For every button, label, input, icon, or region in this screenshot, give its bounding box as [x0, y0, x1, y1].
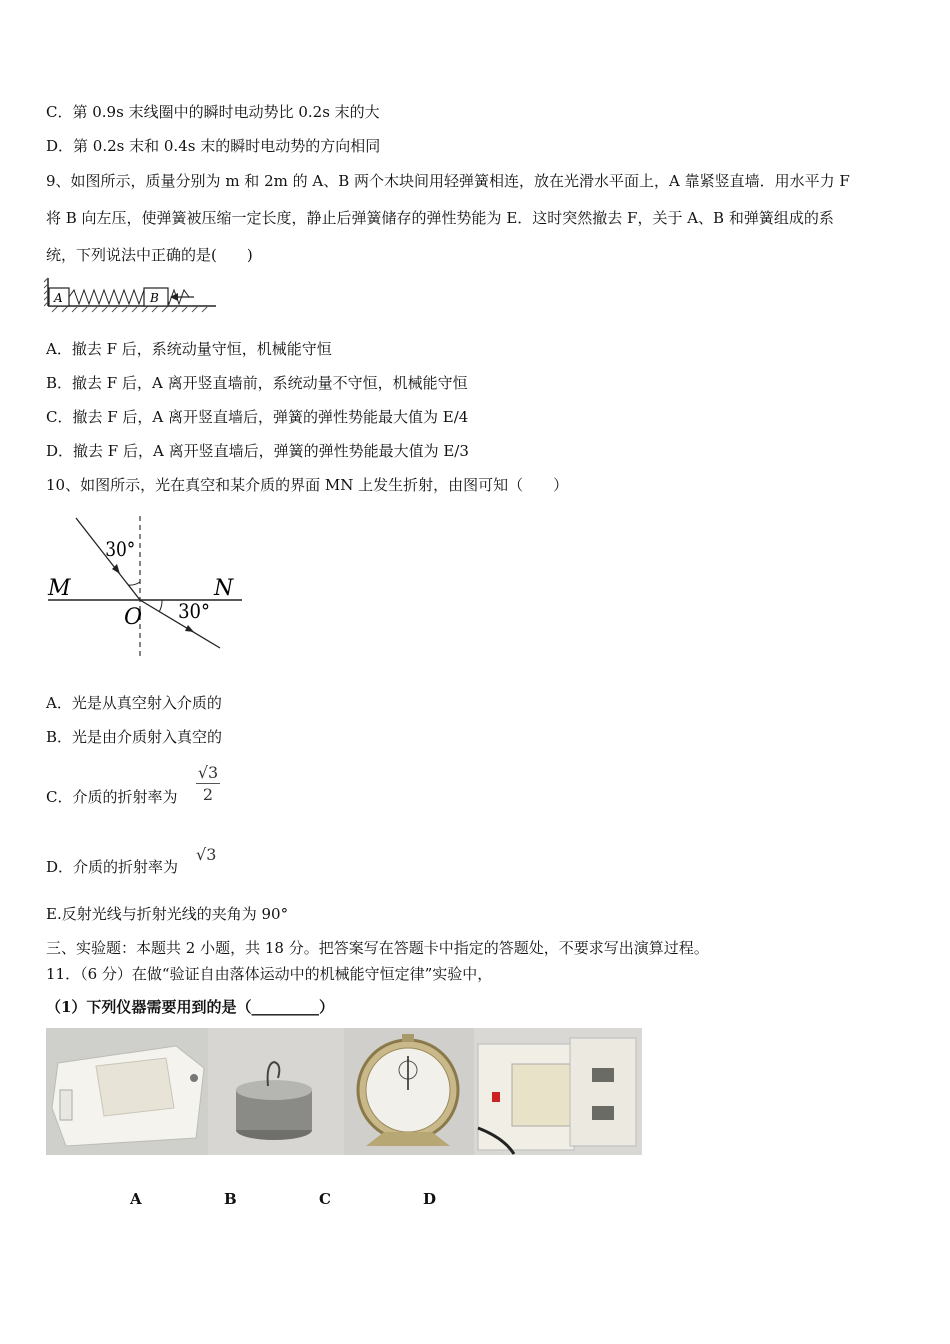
label-n: N [214, 576, 234, 601]
label-m: M [48, 576, 71, 601]
section-3-heading: 三、实验题：本题共 2 小题，共 18 分。把答案写在答题卡中指定的答题处，不要求写出演算过程。 [46, 939, 709, 957]
q10-option-c: C．介质的折射率为 [46, 788, 178, 806]
q8-option-c: C．第 0.9s 末线圈中的瞬时电动势比 0.2s 末的大 [46, 103, 380, 121]
block-a-label: A [54, 291, 63, 305]
q10-option-e: E.反射光线与折射光线的夹角为 90° [46, 905, 289, 923]
q11-stem: 11．（6 分）在做“验证自由落体运动中的机械能守恒定律”实验中， [46, 965, 493, 983]
q10-option-d-value: √3 [196, 845, 217, 864]
photo-label-a: A [130, 1190, 142, 1208]
q11-sub-1: （1）下列仪器需要用到的是（_________） [46, 998, 334, 1016]
q9-option-d: D．撤去 F 后，A 离开竖直墙后，弹簧的弹性势能最大值为 E/3 [46, 442, 469, 460]
photo-c-stopwatch [344, 1028, 474, 1155]
q9-stem-line-3: 统，下列说法中正确的是( ) [46, 246, 253, 264]
q10-stem: 10、如图所示，光在真空和某介质的界面 MN 上发生折射，由图可知（ ） [46, 476, 569, 494]
fraction-denominator: 2 [202, 785, 214, 804]
q9-spring-figure [44, 274, 220, 314]
photo-label-c: C [319, 1190, 331, 1208]
photo-a-spark-timer [46, 1028, 208, 1155]
fraction-bar [196, 783, 220, 784]
photo-label-d: D [423, 1190, 437, 1208]
photo-label-b: B [224, 1190, 237, 1208]
q8-option-d: D．第 0.2s 末和 0.4s 末的瞬时电动势的方向相同 [46, 137, 381, 155]
photo-b-weight [208, 1028, 344, 1155]
photo-d-timer-device [474, 1028, 642, 1155]
q9-stem-line-2: 将 B 向左压，使弹簧被压缩一定长度，静止后弹簧储存的弹性势能为 E．这时突然撤去 F，关于 A、B 和弹簧组成的系 [46, 209, 834, 227]
q9-option-a: A．撤去 F 后，系统动量守恒，机械能守恒 [46, 340, 332, 358]
angle-label-1: 30° [105, 538, 136, 562]
q10-refraction-figure [44, 512, 244, 662]
q10-option-c-fraction [194, 763, 222, 804]
q9-stem-line-1: 9、如图所示，质量分别为 m 和 2m 的 A、B 两个木块间用轻弹簧相连，放在光滑水平面上，A 靠紧竖直墙．用水平力 F [46, 172, 850, 190]
q10-option-a: A．光是从真空射入介质的 [46, 694, 222, 712]
q9-option-b: B．撤去 F 后，A 离开竖直墙前，系统动量不守恒，机械能守恒 [46, 374, 468, 392]
q10-option-b: B．光是由介质射入真空的 [46, 728, 223, 746]
q10-option-d: D．介质的折射率为 [46, 858, 179, 876]
label-o: O [124, 605, 143, 630]
q9-option-c: C．撤去 F 后，A 离开竖直墙后，弹簧的弹性势能最大值为 E/4 [46, 408, 469, 426]
fraction-numerator: √3 [197, 763, 219, 782]
block-b-label: B [150, 291, 159, 305]
angle-label-2: 30° [178, 600, 210, 624]
